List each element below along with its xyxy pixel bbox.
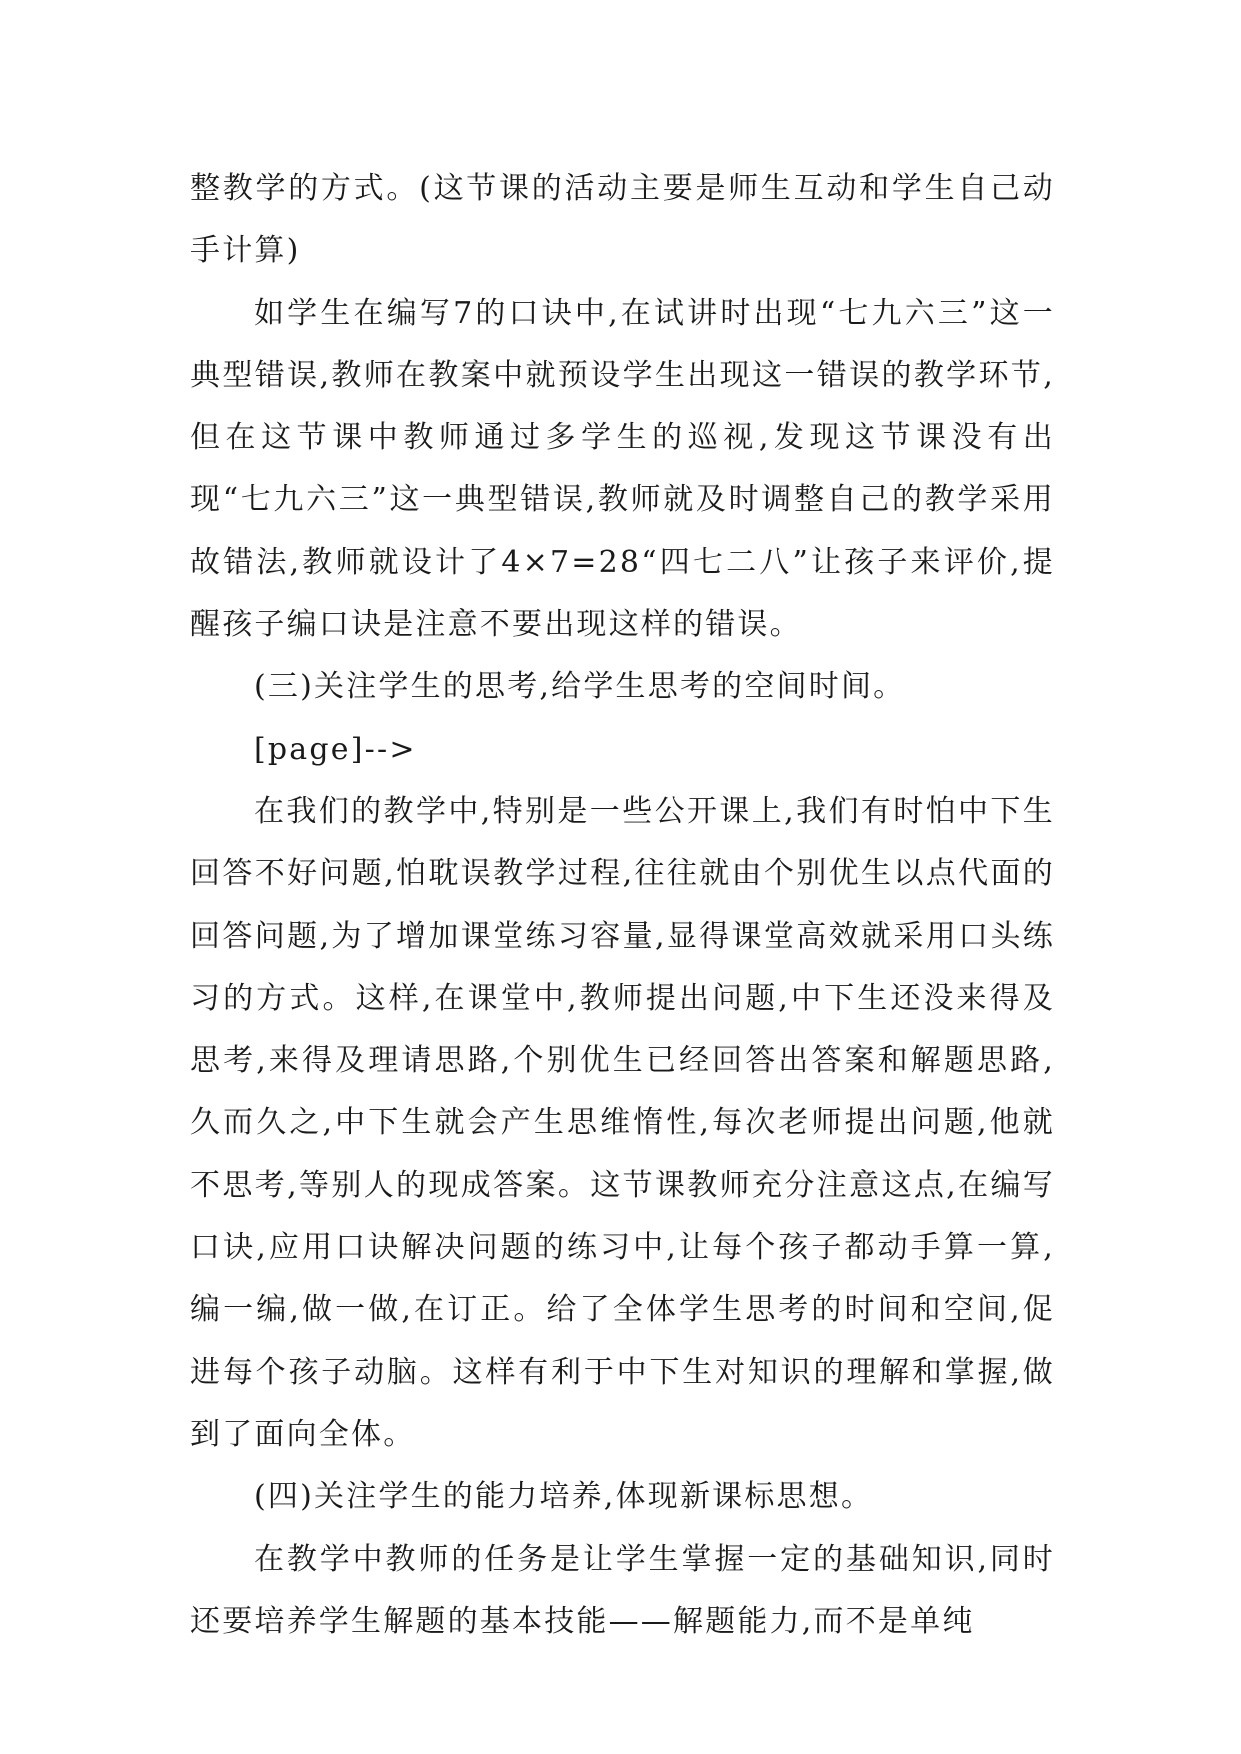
paragraph: 在我们的教学中,特别是一些公开课上,我们有时怕中下生回答不好问题,怕耽误教学过程,往往就由个别优生以点代面的回答问题,为了增加课堂练习容量,显得课堂高效就采用口头练习的方式。这样,在课堂中,教师提出问题,中下生还没来得及思考,来得及理请思路,个别优生已经回答出答案和解题思路,久而久之,中下生就会产生思维惰性,每次老师提出问题,他就不思考,等别人的现成答案。这节课教师充分注意这点,在编写口诀,应用口诀解决问题的练习中,让每个孩子都动手算一算,编一编,做一做,在订正。给了全体学生思考的时间和空间,促进每个孩子动脑。这样有利于中下生对知识的理解和掌握,做到了面向全体。 (190, 793, 1055, 1452)
section-heading: (三)关注学生的思考,给学生思考的空间时间。 (254, 669, 906, 705)
document-body (190, 158, 1055, 1653)
paragraph: 整教学的方式。(这节课的活动主要是师生互动和学生自己动手计算) (190, 171, 1055, 269)
section-heading: (四)关注学生的能力培养,体现新课标思想。 (254, 1479, 874, 1515)
paragraph: 在教学中教师的任务是让学生掌握一定的基础知识,同时还要培养学生解题的基本技能——解题能力,而不是单纯 (190, 1541, 1055, 1639)
paragraph: 如学生在编写7的口诀中,在试讲时出现“七九六三”这一典型错误,教师在教案中就预设学生出现这一错误的教学环节,但在这节课中教师通过多学生的巡视,发现这节课没有出现“七九六三”这一典型错误,教师就及时调整自己的教学采用故错法,教师就设计了4×7=28“四七二八”让孩子来评价,提醒孩子编口诀是注意不要出现这样的错误。 (190, 295, 1055, 643)
page-marker: [page]--> (254, 731, 417, 767)
